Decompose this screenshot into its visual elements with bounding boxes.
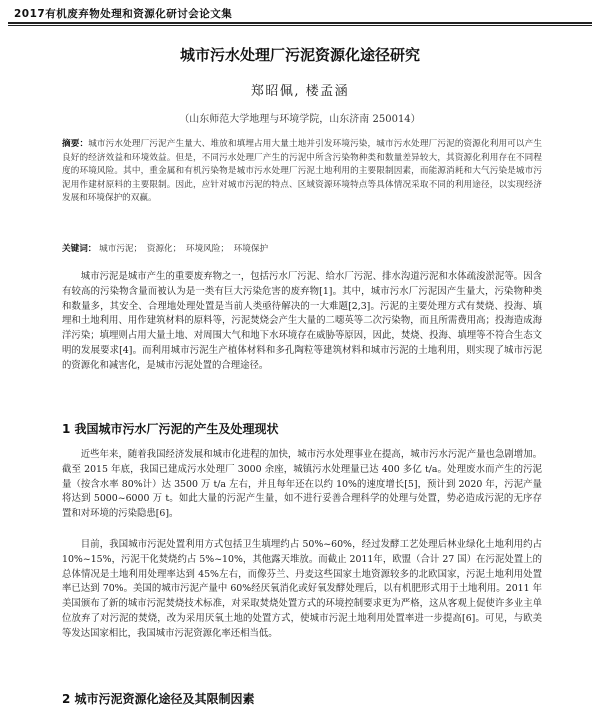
paper-authors: 郑昭佩, 楼孟涵	[250, 84, 350, 99]
abstract-label: 摘要：	[62, 139, 89, 149]
paper-affiliation: （山东师范大学地理与环境学院，山东济南 250014）	[179, 114, 421, 125]
keyword-item: 资源化；	[146, 244, 182, 254]
header-rule-thin	[8, 25, 592, 26]
header-rule-thick	[8, 22, 592, 24]
keyword-item: 城市污泥；	[99, 244, 143, 254]
section-1-paragraph-1: 近些年来，随着我国经济发展和城市化进程的加快，城市污水处理事业在提高，城市污水污泥产量也急剧增加。截至 2015 年底，我国已建成污水处理厂 3000 余座，城镇污水处理量已达 400 多亿 t/a。处理废水而产生的污泥量（按含水率 80%计）达 3500 万 t/a 左右，并且每年还在以约 10%的速度增长[5]，预计到 2020 年，污泥产量将达到 5000~6000 万 t。如此大量的污泥产生量，如不进行妥善合理科学的处理与处置，势必造成污泥的无序存置和对环境的污染隐患[6]。	[62, 449, 542, 520]
paper-title: 城市污水处理厂污泥资源化途径研究	[179, 46, 420, 64]
running-title: 2017有机废弃物处理和资源化研讨会论文集	[14, 8, 233, 20]
keywords-label: 关键词：	[62, 244, 97, 254]
keyword-item: 环境保护	[233, 244, 269, 254]
abstract	[62, 138, 542, 206]
keywords	[62, 242, 542, 254]
section-1-paragraph-2: 目前，我国城市污泥处置利用方式包括卫生填埋约占 50%~60%，经过发酵工艺处理后林业绿化土地利用约占 10%~15%，污泥干化焚烧约占 5%~10%，其他露天堆放。而截止 2011年，欧盟（合计 27 国）在污泥处置上的总体情况是土地利用处理率达到 45%左右，而像芬兰、丹麦这些国家土地资源较多的北欧国家，污泥土地利用处置率已达到 70%。美国的城市污泥产量中 60%经厌氧消化或好氧发酵处理后，以有机肥形式用于土地利用。2011 年美国颁布了新的城市污泥焚烧技术标准，对采取焚烧处置方式的环境控制要求更为严格，这从客观上促使许多业主单位放弃了对污泥的焚烧，改为采用厌氧土地的处置方式，使城市污泥土地利用处置率进一步提高[6]。可见，与欧美等发达国家相比，我国城市污泥资源化率还相当低。	[62, 539, 542, 639]
running-header	[8, 0, 592, 27]
section-2-heading: 2 城市污泥资源化途径及其限制因素	[62, 692, 255, 706]
section-1-heading: 1 我国城市污水厂污泥的产生及处理现状	[62, 422, 279, 436]
abstract-text: 城市污水处理厂污泥产生量大、堆放和填埋占用大量土地并引发环境污染，城市污水处理厂污泥的资源化利用可以产生良好的经济效益和环境效益。但是，不同污水处理厂产生的污泥中所含污染物种类和数量差异较大，其资源化利用存在不同程度的环境风险。其中，重金属和有机污染物是城市污水处理厂污泥土地利用的主要限制因素，而能源消耗和大气污染是城市污泥用作建材原料的主要限制。因此，应针对城市污泥的特点、区域资源环境特点等具体情况采取不同的利用途径，以实现经济发展和环境保护的双赢。	[62, 139, 542, 204]
keyword-item: 环境风险；	[185, 244, 229, 254]
intro-paragraph: 城市污泥是城市产生的重要废弃物之一，包括污水厂污泥、给水厂污泥、排水沟道污泥和水体疏浚淤泥等。因含有较高的污染物含量而被认为是一类有巨大污染危害的废弃物[1]。其中，城市污水厂污泥因产生量大，污染物种类和数量多，其安全、合理地处理处置是当前人类亟待解决的一大难题[2,3]。污泥的主要处理方式有焚烧、投海、填埋和土地利用、用作建筑材料的原料等，污泥焚烧会产生大量的二噁英等二次污染物，而且所需费用高；投海造成海洋污染；填埋则占用大量土地、对周围大气和地下水环境存在威胁等原因，因此，焚烧、投海、填埋等不符合生态文明的发展要求[4]。而利用城市污泥生产植体材料和多孔陶粒等建筑材料和城市污泥的土地利用，则实现了城市污泥的资源化和减害化，是城市污泥处置的合理途径。	[62, 271, 542, 371]
